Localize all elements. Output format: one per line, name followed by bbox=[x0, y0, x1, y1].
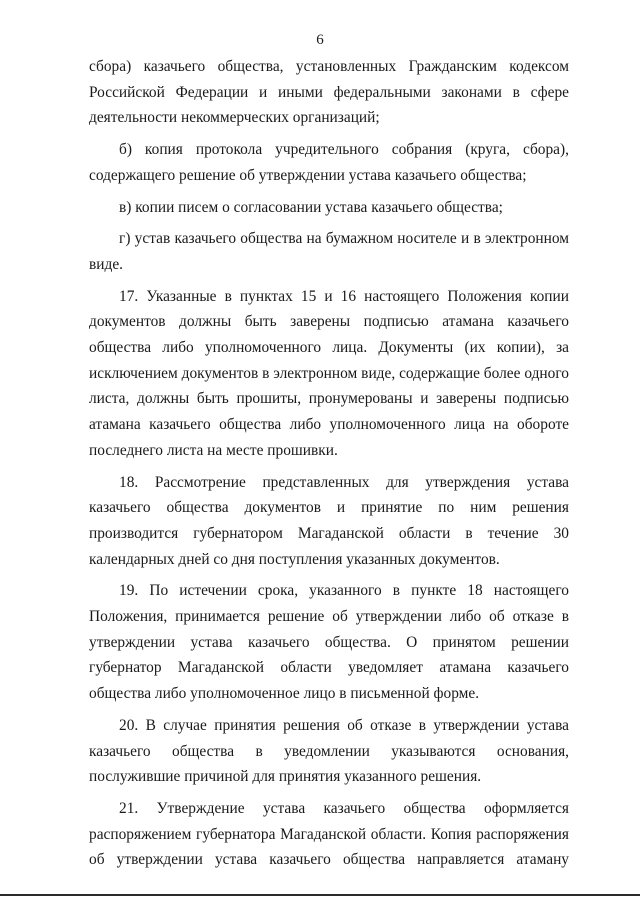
paragraph-continuation: сбора) казачьего общества, установленных Гражданским кодексом Российской Федерации и иными федеральными законами в сфере деятельности некоммерческих организаций; bbox=[89, 58, 569, 127]
document-body bbox=[89, 54, 569, 879]
paragraph-item-g: г) устав казачьего общества на бумажном носителе и в электронном виде. bbox=[89, 230, 569, 273]
paragraph-item-v: в) копии писем о согласовании устава казачьего общества; bbox=[119, 198, 503, 216]
paragraph-20: 20. В случае принятия решения об отказе в утверждении устава казачьего общества в уведомлении указываются основания, послужившие причиной для принятия указанного решения. bbox=[89, 716, 569, 786]
paragraph-19: 19. По истечении срока, указанного в пункте 18 настоящего Положения, принимается решение об утверждении либо об отказе в утверждении устава казачьего общества. О принятом решении губернатор Магаданской области уведомляет атамана казачьего общества либо уполномоченное лицо в письменной форме. bbox=[89, 582, 569, 703]
paragraph-21: 21. Утверждение устава казачьего общества оформляется распоряжением губернатора Магаданской области. Копия распоряжения об утверждении устава казачьего общества направляется атаману bbox=[89, 799, 569, 869]
bottom-scan-edge bbox=[0, 894, 640, 896]
paragraph-item-b: б) копия протокола учредительного собрания (круга, сбора), содержащего решение об утверждении устава казачьего общества; bbox=[89, 141, 569, 184]
paragraph-18: 18. Рассмотрение представленных для утверждения устава казачьего общества документов и принятие по ним решения производится губернатором Магаданской области в течение 30 календарных дней со дня поступления указанных документов. bbox=[89, 473, 569, 568]
page-number: 6 bbox=[316, 32, 324, 48]
paragraph-17: 17. Указанные в пунктах 15 и 16 настоящего Положения копии документов должны быть заверены подписью атамана казачьего общества либо уполномоченного лица. Документы (их копии), за исключением документов в электронном виде, содержащие более одного листа, должны быть прошиты, пронумерованы и заверены подписью атамана казачьего общества либо уполномоченного лица на обороте последнего листа на месте прошивки. bbox=[89, 287, 569, 459]
